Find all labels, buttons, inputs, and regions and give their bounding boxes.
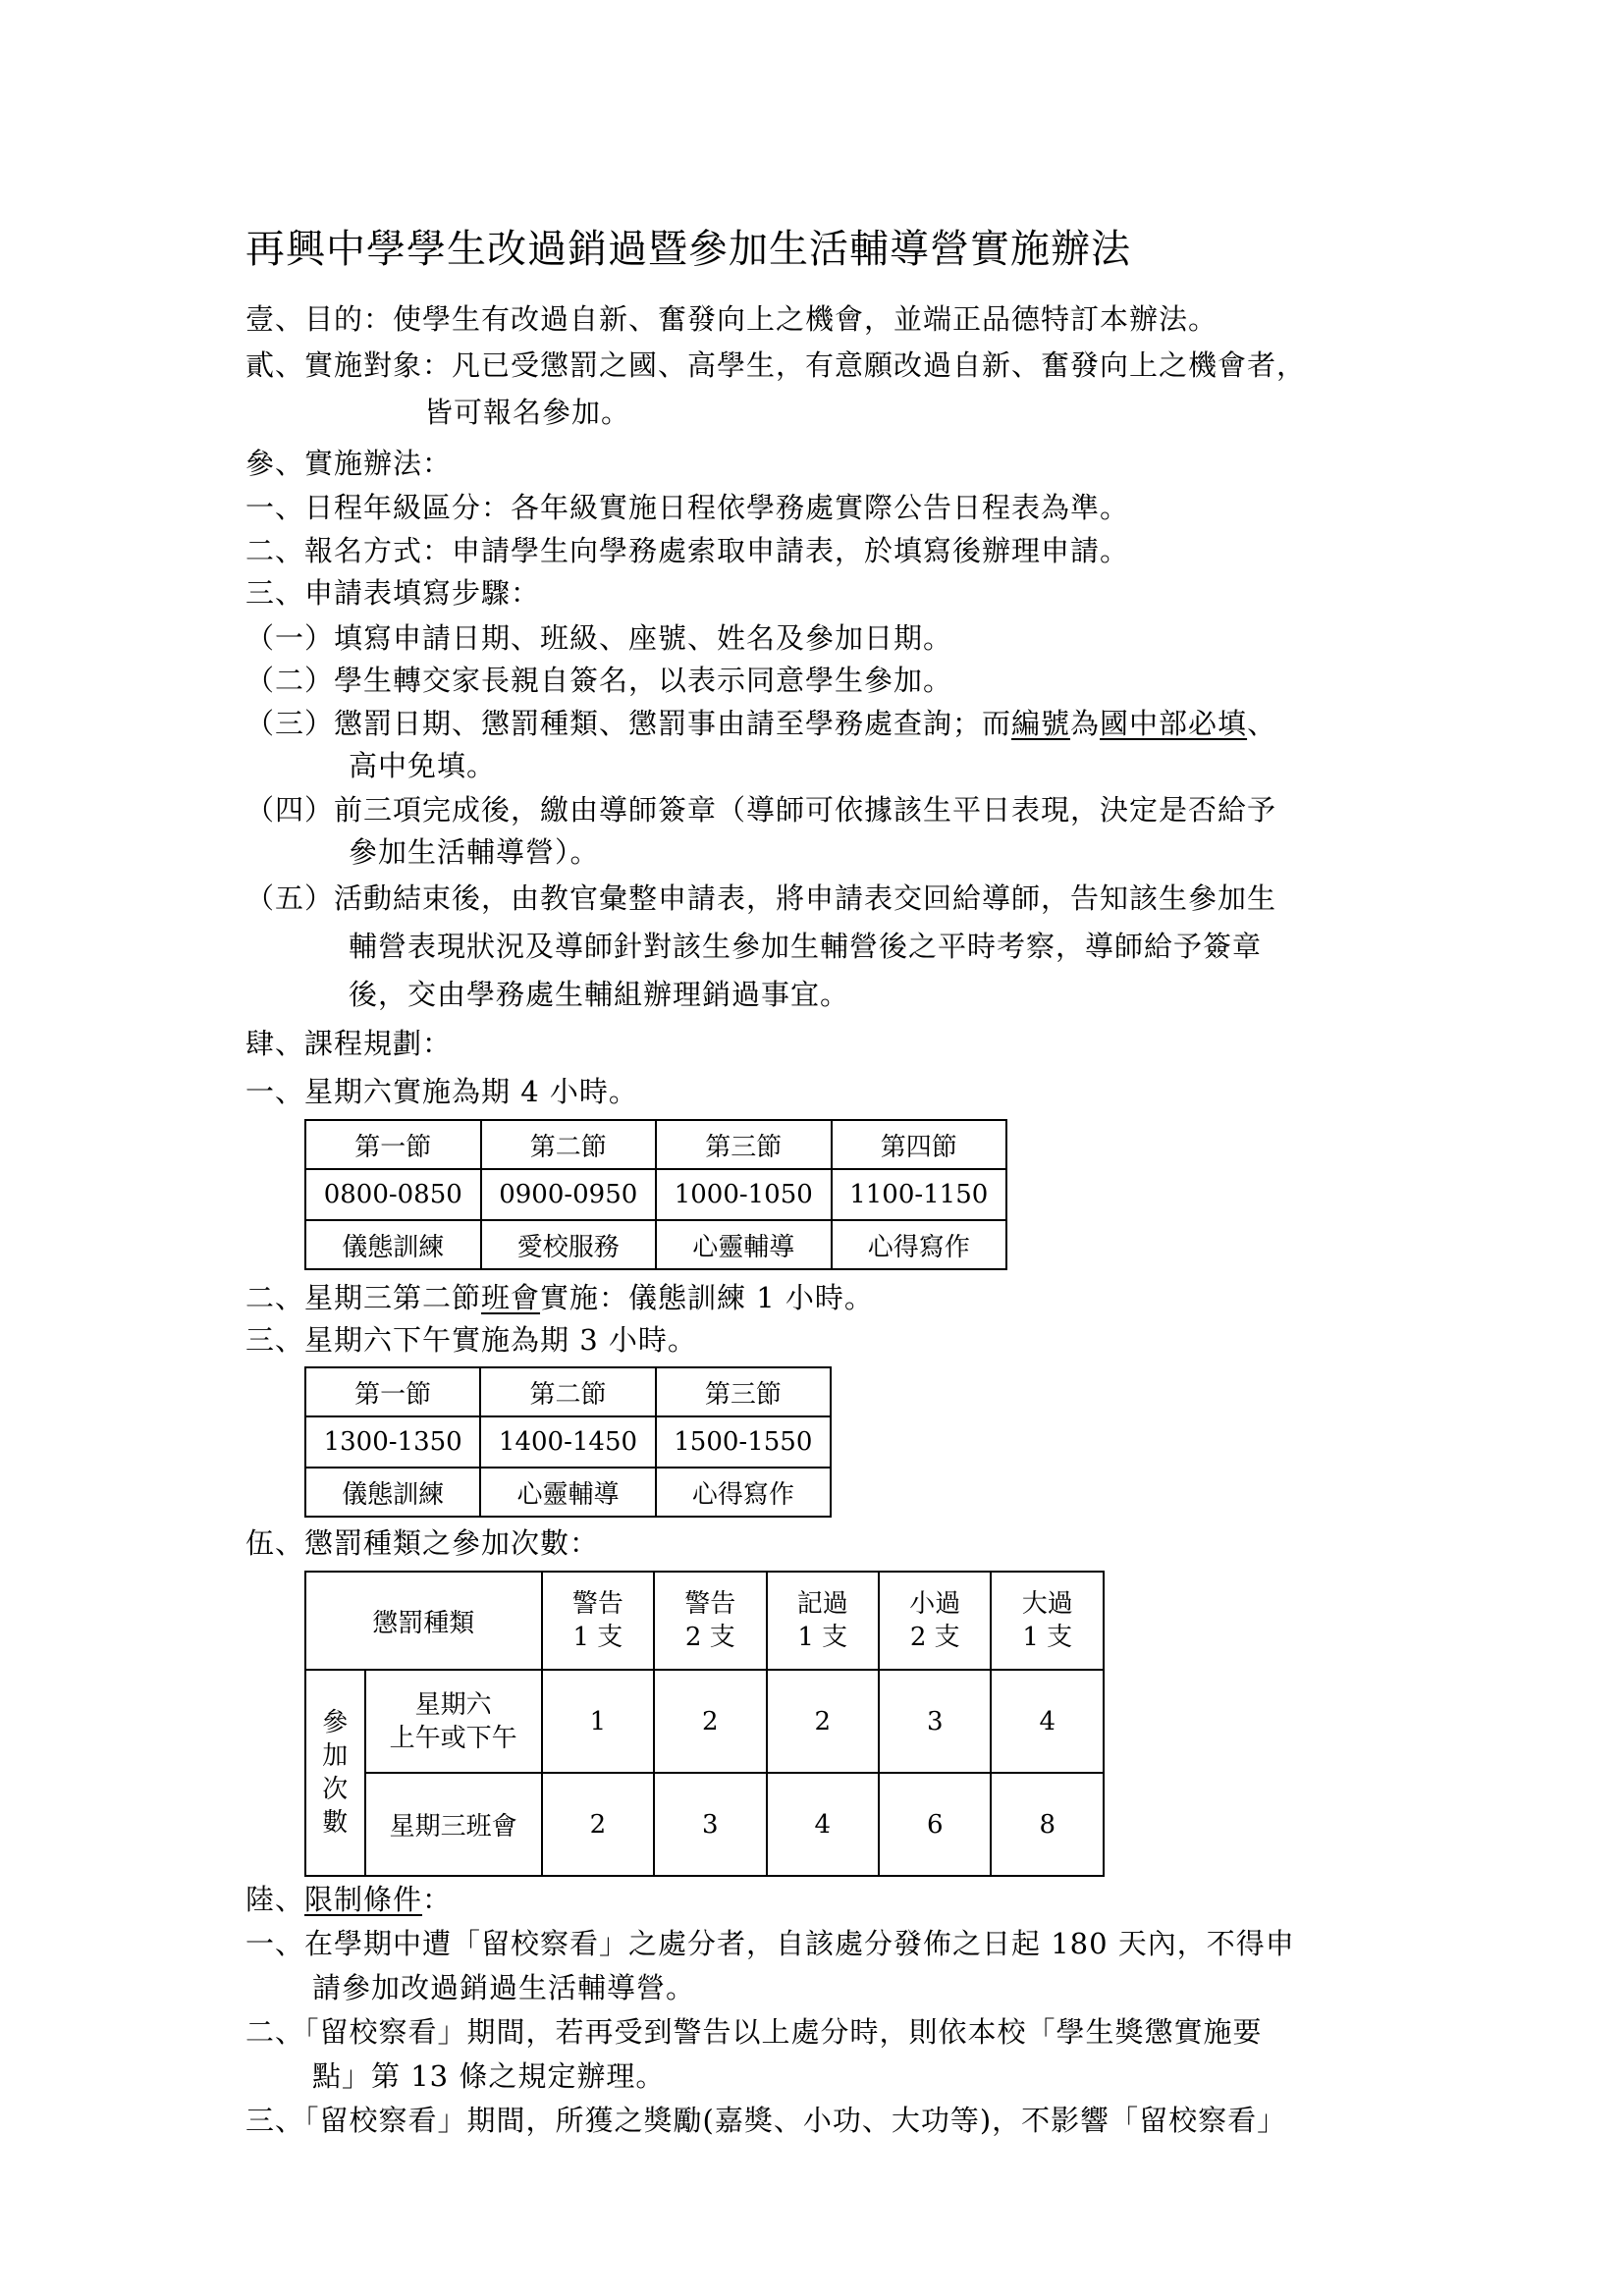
table-column-header (767, 1572, 879, 1670)
table-value-cell: 2 (767, 1670, 879, 1773)
table-header-cell: 第四節 (832, 1120, 1007, 1169)
course-item-2-text-a: 二、星期三第二節 (245, 1281, 482, 1314)
row-label-line: 上午或下午 (389, 1723, 517, 1753)
table-activity-cell: 儀態訓練 (305, 1468, 480, 1517)
table-column-header (879, 1572, 991, 1670)
table-header-cell: 第三節 (656, 1367, 831, 1416)
restriction-item-2-cont: 點」第 13 條之規定辦理。 (312, 2059, 666, 2093)
table-corner-cell: 懲罰種類 (305, 1572, 542, 1670)
table-time-cell: 0800-0850 (305, 1169, 481, 1220)
row-label-saturday (365, 1670, 542, 1773)
saturday-afternoon-schedule-table (304, 1366, 832, 1518)
step-3-text-c: 、 (1247, 707, 1277, 740)
table-time-cell: 0900-0950 (481, 1169, 657, 1220)
table-value-cell: 8 (991, 1773, 1104, 1876)
table-value-cell: 3 (654, 1773, 766, 1876)
step-4-cont: 參加生活輔導營）。 (349, 835, 600, 869)
table-header-cell: 第二節 (481, 1120, 657, 1169)
penalty-type-label: 大過 (1021, 1589, 1073, 1619)
penalty-count-label: 1 支 (572, 1623, 623, 1652)
page-title: 再興中學學生改過銷過暨參加生活輔導營實施辦法 (245, 227, 1131, 272)
course-item-2-text-b: 實施：儀態訓練 1 小時。 (540, 1281, 874, 1314)
table-time-cell: 1000-1050 (656, 1169, 832, 1220)
step-3-cont: 高中免填。 (349, 749, 497, 782)
table-time-cell: 1400-1450 (480, 1416, 655, 1468)
section-purpose: 壹、目的：使學生有改過自新、奮發向上之機會，並端正品德特訂本辦法。 (245, 302, 1218, 336)
method-item-3: 三、申請表填寫步驟： (245, 576, 541, 610)
section-penalty-count-heading: 伍、懲罰種類之參加次數： (245, 1526, 600, 1560)
table-value-cell: 1 (542, 1670, 654, 1773)
table-activity-cell: 心靈輔導 (480, 1468, 655, 1517)
step-3-underline-junior: 國中部必填 (1100, 707, 1248, 740)
step-3 (245, 704, 1276, 743)
course-item-3: 三、星期六下午實施為期 3 小時。 (245, 1323, 697, 1357)
table-header-cell: 第一節 (305, 1120, 481, 1169)
table-value-cell: 3 (879, 1670, 991, 1773)
penalty-type-label: 記過 (796, 1589, 848, 1619)
row-group-char: 次 (322, 1775, 349, 1804)
restriction-item-1-cont: 請參加改過銷過生活輔導營。 (312, 1971, 696, 2004)
saturday-morning-schedule-table (304, 1119, 1007, 1270)
table-value-cell: 2 (654, 1670, 766, 1773)
step-5-cont-2: 後，交由學務處生輔組辦理銷過事宜。 (349, 978, 850, 1011)
row-group-label (305, 1670, 365, 1876)
section-target-cont: 皆可報名參加。 (424, 396, 631, 429)
table-activity-cell: 心靈輔導 (656, 1220, 832, 1269)
row-label-line: 星期六 (414, 1689, 492, 1720)
course-item-1: 一、星期六實施為期 4 小時。 (245, 1075, 638, 1108)
table-value-cell: 2 (542, 1773, 654, 1876)
table-column-header (654, 1572, 766, 1670)
table-time-cell: 1500-1550 (656, 1416, 831, 1468)
table-activity-cell: 心得寫作 (832, 1220, 1007, 1269)
step-3-underline-number: 編號 (1011, 707, 1071, 740)
restrictions-underline: 限制條件 (304, 1883, 423, 1916)
penalty-count-label: 2 支 (684, 1623, 735, 1652)
restrictions-suffix: ： (422, 1883, 453, 1916)
row-group-char: 參 (322, 1708, 349, 1737)
table-header-cell: 第三節 (656, 1120, 832, 1169)
table-time-cell: 1100-1150 (832, 1169, 1007, 1220)
step-3-text-b: 為 (1070, 707, 1101, 740)
penalty-type-label: 警告 (571, 1589, 623, 1619)
step-4: （四）前三項完成後，繳由導師簽章（導師可依據該生平日表現，決定是否給予 (245, 793, 1277, 827)
table-column-header (991, 1572, 1104, 1670)
table-activity-cell: 心得寫作 (656, 1468, 831, 1517)
penalty-type-label: 警告 (684, 1589, 736, 1619)
penalty-count-label: 1 支 (797, 1623, 848, 1652)
course-item-2-underline: 班會 (481, 1281, 541, 1314)
restrictions-prefix: 陸、 (245, 1883, 305, 1916)
section-restrictions-heading (245, 1880, 452, 1919)
step-5: （五）活動結束後，由教官彙整申請表，將申請表交回給導師，告知該生參加生 (245, 881, 1277, 915)
penalty-count-label: 2 支 (909, 1623, 960, 1652)
method-item-2: 二、報名方式：申請學生向學務處索取申請表，於填寫後辦理申請。 (245, 534, 1130, 567)
section-target: 貳、實施對象：凡已受懲罰之國、高學生，有意願改過自新、奮發向上之機會者， (245, 348, 1307, 382)
table-column-header (542, 1572, 654, 1670)
table-header-cell: 第一節 (305, 1367, 480, 1416)
step-3-text-a: （三）懲罰日期、懲罰種類、懲罰事由請至學務處查詢；而 (245, 707, 1012, 740)
row-group-char: 加 (322, 1741, 349, 1771)
restriction-item-2: 二、「留校察看」期間，若再受到警告以上處分時，則依本校「學生獎懲實施要 (245, 2015, 1263, 2049)
table-value-cell: 6 (879, 1773, 991, 1876)
course-item-2 (245, 1278, 874, 1317)
table-time-cell: 1300-1350 (305, 1416, 480, 1468)
penalty-count-label: 1 支 (1022, 1623, 1073, 1652)
table-value-cell: 4 (767, 1773, 879, 1876)
table-activity-cell: 儀態訓練 (305, 1220, 481, 1269)
penalty-type-label: 小過 (909, 1589, 961, 1619)
section-course-heading: 肆、課程規劃： (245, 1027, 453, 1060)
table-value-cell: 4 (991, 1670, 1104, 1773)
table-activity-cell: 愛校服務 (481, 1220, 657, 1269)
restriction-item-3: 三、「留校察看」期間，所獲之獎勵(嘉獎、小功、大功等)，不影響「留校察看」 (245, 2104, 1287, 2137)
step-1: （一）填寫申請日期、班級、座號、姓名及參加日期。 (245, 621, 953, 655)
step-2: （二）學生轉交家長親自簽名，以表示同意學生參加。 (245, 664, 953, 697)
step-5-cont-1: 輔營表現狀況及導師針對該生參加生輔營後之平時考察，導師給予簽章 (349, 930, 1263, 963)
row-label-wednesday: 星期三班會 (365, 1773, 542, 1876)
table-header-cell: 第二節 (480, 1367, 655, 1416)
penalty-attendance-table (304, 1571, 1105, 1877)
section-method-heading: 參、實施辦法： (245, 447, 453, 480)
restriction-item-1: 一、在學期中遭「留校察看」之處分者，自該處分發佈之日起 180 天內，不得申 (245, 1927, 1295, 1960)
row-group-char: 數 (322, 1808, 349, 1838)
method-item-1: 一、日程年級區分：各年級實施日程依學務處實際公告日程表為準。 (245, 491, 1130, 524)
